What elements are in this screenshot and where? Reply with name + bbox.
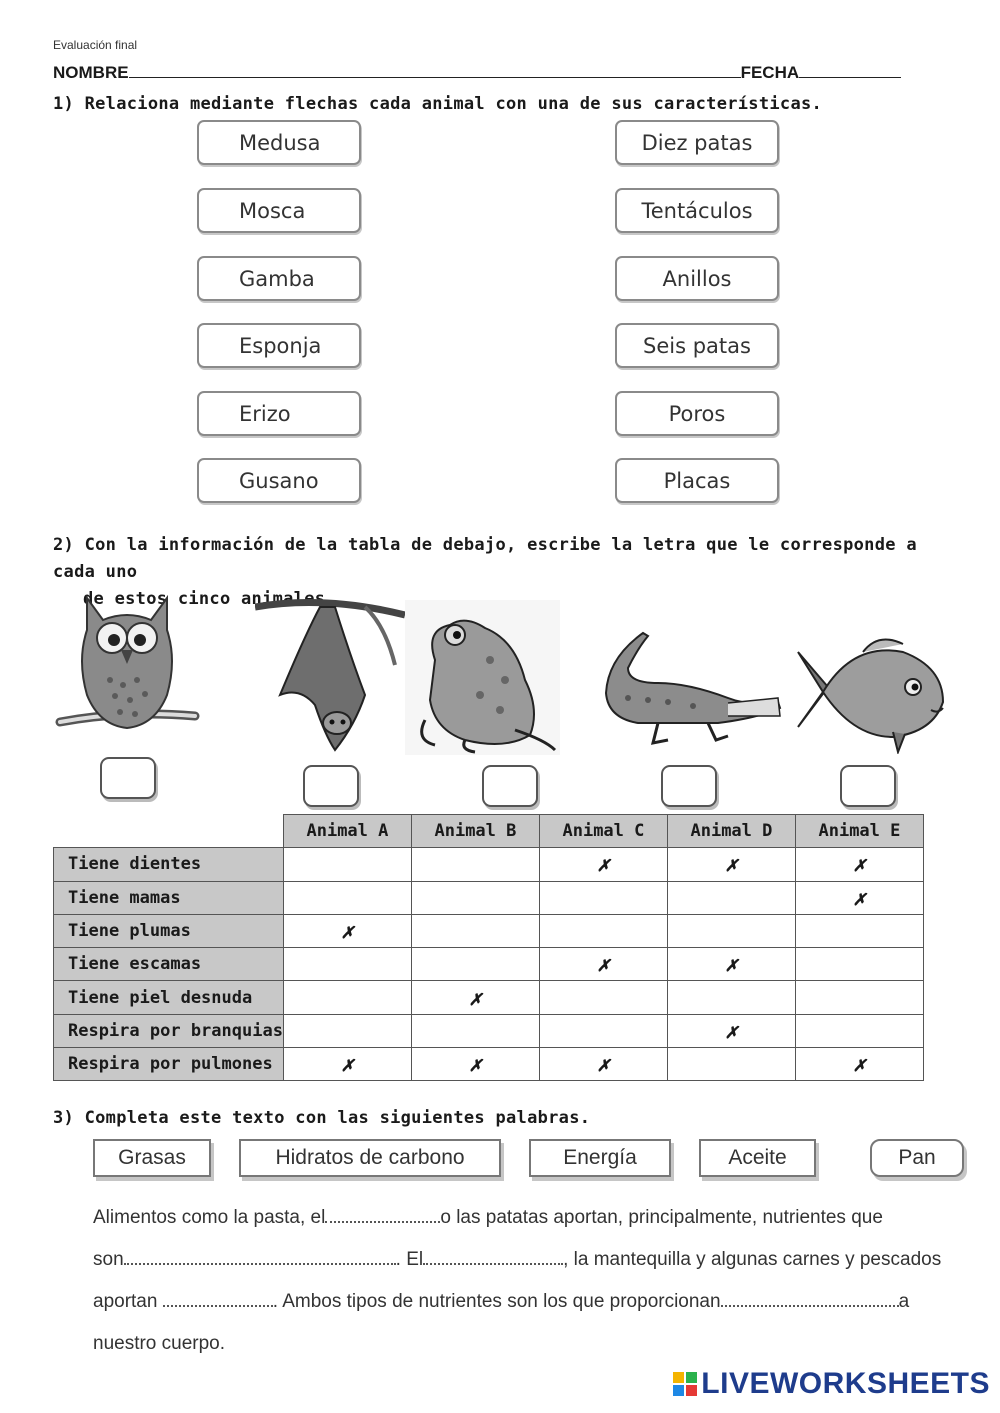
word-box[interactable]: Grasas [93, 1139, 211, 1177]
text-segment: a [898, 1291, 910, 1312]
liveworksheets-logo [673, 1367, 990, 1401]
frog-image [405, 600, 560, 755]
question-2-line-1: 2) Con la información de la tabla de debajo, escribe la letra que le corresponde a cada uno [53, 535, 917, 582]
table-cell: ✗ [795, 1048, 923, 1081]
table-cell [667, 881, 795, 914]
trait-box[interactable]: Tentáculos [615, 188, 779, 233]
table-cell [795, 948, 923, 981]
question-1-title: 1) Relaciona mediante flechas cada animal con una de sus características. [53, 94, 823, 114]
fill-in-text [93, 1197, 965, 1365]
word-box[interactable]: Energía [529, 1139, 671, 1177]
word-box[interactable]: Aceite [699, 1139, 816, 1177]
table-cell [667, 914, 795, 947]
animal-box[interactable]: Mosca [197, 188, 361, 233]
fish-image [793, 632, 948, 754]
table-cell: ✗ [283, 1048, 411, 1081]
table-cell: ✗ [539, 848, 667, 881]
text-line-3 [93, 1281, 965, 1323]
answer-box-crocodile[interactable] [661, 765, 717, 807]
table-cell [411, 881, 539, 914]
table-cell: ✗ [539, 1048, 667, 1081]
table-cell: ✗ [667, 848, 795, 881]
table-cell: ✗ [667, 1014, 795, 1047]
question-3-title: 3) Completa este texto con las siguientes palabras. [53, 1108, 591, 1128]
table-cell [283, 948, 411, 981]
evaluation-label: Evaluación final [53, 38, 138, 52]
text-segment: . Ambos tipos de nutrientes son los que proporcionan [272, 1291, 721, 1312]
table-cell [411, 914, 539, 947]
trait-box[interactable]: Placas [615, 458, 779, 503]
table-cell: ✗ [283, 914, 411, 947]
trait-box[interactable]: Anillos [615, 256, 779, 301]
table-cell: ✗ [667, 948, 795, 981]
table-row [54, 848, 924, 881]
table-cell [667, 1048, 795, 1081]
question-2-line-2: de estos cinco animales. [83, 589, 336, 609]
answer-box-fish[interactable] [840, 765, 896, 807]
table-cell [795, 1014, 923, 1047]
bat-image [255, 595, 405, 760]
animal-box[interactable]: Medusa [197, 120, 361, 165]
column-header: Animal E [795, 815, 923, 848]
row-label: Tiene mamas [54, 881, 284, 914]
blank-2[interactable] [124, 1247, 396, 1265]
name-line[interactable] [129, 62, 741, 78]
brand-name: LIVEWORKSHEETS [701, 1367, 990, 1400]
table-cell [283, 981, 411, 1014]
table-header-row [54, 815, 924, 848]
text-segment: . El [395, 1249, 424, 1270]
table-cell: ✗ [795, 881, 923, 914]
table-cell [795, 981, 923, 1014]
text-line-2 [93, 1239, 965, 1281]
table-cell [411, 1014, 539, 1047]
name-date-row [53, 62, 933, 83]
table-cell: ✗ [411, 1048, 539, 1081]
table-row [54, 914, 924, 947]
table-row [54, 948, 924, 981]
table-cell [539, 914, 667, 947]
blank-1[interactable] [325, 1205, 440, 1223]
text-segment: son [93, 1249, 124, 1270]
text-line-4: nuestro cuerpo. [93, 1333, 226, 1354]
table-cell [411, 848, 539, 881]
owl-image [55, 590, 200, 740]
trait-box[interactable]: Seis patas [615, 323, 779, 368]
answer-box-frog[interactable] [482, 765, 538, 807]
characteristics-table [53, 814, 924, 1081]
crocodile-image [598, 628, 783, 748]
trait-box[interactable]: Poros [615, 391, 779, 436]
table-row [54, 1048, 924, 1081]
table-cell [795, 914, 923, 947]
table-cell [283, 1014, 411, 1047]
blank-5[interactable] [721, 1289, 899, 1307]
row-label: Tiene escamas [54, 948, 284, 981]
table-cell [539, 881, 667, 914]
row-label: Respira por pulmones [54, 1048, 284, 1081]
name-label: NOMBRE [53, 63, 129, 82]
column-header: Animal A [283, 815, 411, 848]
text-segment: , la mantequilla y algunas carnes y pescados [563, 1249, 942, 1270]
blank-4[interactable] [163, 1289, 273, 1307]
table-cell [667, 981, 795, 1014]
trait-box[interactable]: Diez patas [615, 120, 779, 165]
row-label: Tiene piel desnuda [54, 981, 284, 1014]
row-label: Respira por branquias [54, 1014, 284, 1047]
blank-3[interactable] [423, 1247, 563, 1265]
animal-box[interactable]: Gamba [197, 256, 361, 301]
table-cell [283, 881, 411, 914]
text-line-1 [93, 1197, 965, 1239]
text-segment: Alimentos como la pasta, el [93, 1207, 326, 1228]
table-cell: ✗ [539, 948, 667, 981]
row-label: Tiene plumas [54, 914, 284, 947]
table-row [54, 981, 924, 1014]
logo-mark-icon [673, 1372, 697, 1396]
animal-box[interactable]: Erizo [197, 391, 361, 436]
answer-box-bat[interactable] [303, 765, 359, 807]
column-header: Animal B [411, 815, 539, 848]
date-label: FECHA [740, 63, 800, 82]
table-cell [539, 981, 667, 1014]
table-cell: ✗ [411, 981, 539, 1014]
row-label: Tiene dientes [54, 848, 284, 881]
text-segment: o las patatas aportan, principalmente, nutrientes que [440, 1207, 883, 1228]
answer-box-owl[interactable] [100, 757, 156, 799]
table-corner [54, 815, 284, 848]
table-cell [283, 848, 411, 881]
table-row [54, 1014, 924, 1047]
table-cell: ✗ [795, 848, 923, 881]
table-cell [539, 1014, 667, 1047]
animal-box[interactable]: Gusano [197, 458, 361, 503]
text-segment: aportan [93, 1291, 158, 1312]
column-header: Animal D [667, 815, 795, 848]
table-row [54, 881, 924, 914]
date-line[interactable] [799, 62, 901, 78]
word-box[interactable]: Pan [870, 1139, 964, 1177]
animal-box[interactable]: Esponja [197, 323, 361, 368]
column-header: Animal C [539, 815, 667, 848]
word-box[interactable]: Hidratos de carbono [239, 1139, 501, 1177]
table-cell [411, 948, 539, 981]
